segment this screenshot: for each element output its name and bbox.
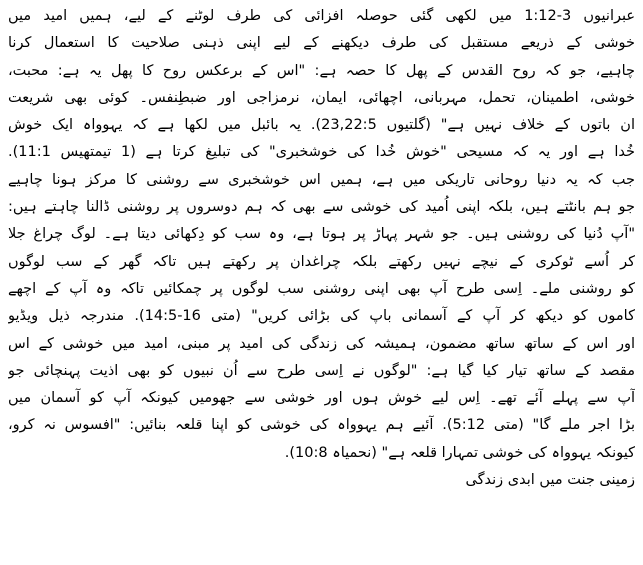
text-line-7: جب کہ یہ دنیا روحانی تاریکی میں ہے، ہمیں اس خوشخبری سے روشنی کا مرکز ہونا چاہیے	[8, 171, 635, 188]
text-line-14: مقصد کے ساتھ تیار کیا گیا ہے: "لوگوں نے اِسی طرح سے اُن نبیوں کو بھی اذیت پہنچائی جو	[8, 362, 635, 379]
text-line-8: جو ہم بانٹتے ہیں، بلکہ اپنی اُمید کی خوشی سے بھی کہ ہم دوسروں پر روشنی ڈالنا چاہتے ہیں:	[8, 199, 635, 216]
text-line-13: اور اس کے ساتھ ساتھ مضمون، ہمیشہ کی زندگی کی امید پر مبنی، امید میں خوشی کے اس	[8, 335, 635, 352]
text-line-9: "آپ دُنیا کی روشنی ہیں۔ جو شہر پہاڑ پر ہوتا ہے، وہ سب کو دِکھائی دیتا ہے۔ لوگ چراغ جلا	[8, 226, 635, 243]
text-line-10: کر اُسے ٹوکری کے نیچے نہیں رکھتے بلکہ چراغدان پر رکھتے ہیں تاکہ گھر کے سب لوگوں	[8, 253, 635, 270]
text-line-6: خُدا ہے اور یہ کہ مسیحی "خوش خُدا کی خوشخبری" کی تبلیغ کرتا ہے (1 تیمتھیس 11:1).	[8, 144, 635, 161]
text-line-17: کیونکہ یہوواہ کی خوشی تمہارا قلعہ ہے" (نحمیاہ 10:8).	[284, 444, 635, 461]
text-line-3: چاہیے، جو کہ روح القدس کے پھل کا حصہ ہے: "اس کے برعکس روح کا پھل یہ ہے: محبت،	[8, 62, 635, 79]
text-line-15: آپ سے پہلے آئے تھے۔ اِس لیے خوش ہوں اور خوشی سے جھومیں کیونکہ آپ کو آسمان میں	[8, 390, 635, 407]
text-line-11: کو روشنی ملے۔ اِسی طرح آپ بھی اپنی روشنی سب لوگوں پر چمکائیں تاکہ وہ آپ کے اچھے	[8, 280, 635, 297]
text-line-12: کاموں کو دیکھ کر آپ کے آسمانی باپ کی بڑائی کریں" (متی 16-14:5). مندرجہ ذیل ویڈیو	[8, 308, 635, 325]
text-line-1: عبرانیوں 3-1:12 میں لکھی گئی حوصلہ افزائی کی طرف لوٹنے کے لیے، ہمیں امید میں	[8, 8, 635, 24]
section-heading: زمینی جنت میں ابدی زندگی	[465, 472, 635, 489]
text-line-4: خوشی، اطمینان، تحمل، مہربانی، اچھائی، ایمان، نرمزاجی اور ضبطِنفس۔ کوئی بھی شریعت	[8, 89, 635, 106]
text-line-5: ان باتوں کے خلاف نہیں ہے" (گلتیوں 23,22:5). یہ بائبل میں لکھا ہے کہ یہوواہ ایک خوش	[8, 117, 635, 134]
text-line-2: خوشی کے ذریعے مستقبل کی طرف دیکھنے کے لیے اپنی ذہنی صلاحیت کا استعمال کرنا	[8, 35, 635, 52]
text-line-16: بڑا اجر ملے گا" (متی 5:12). آئیے ہم یہوواہ کی خوشی کو اپنا قلعہ بنائیں: "افسوس نہ کرو،	[8, 417, 635, 434]
